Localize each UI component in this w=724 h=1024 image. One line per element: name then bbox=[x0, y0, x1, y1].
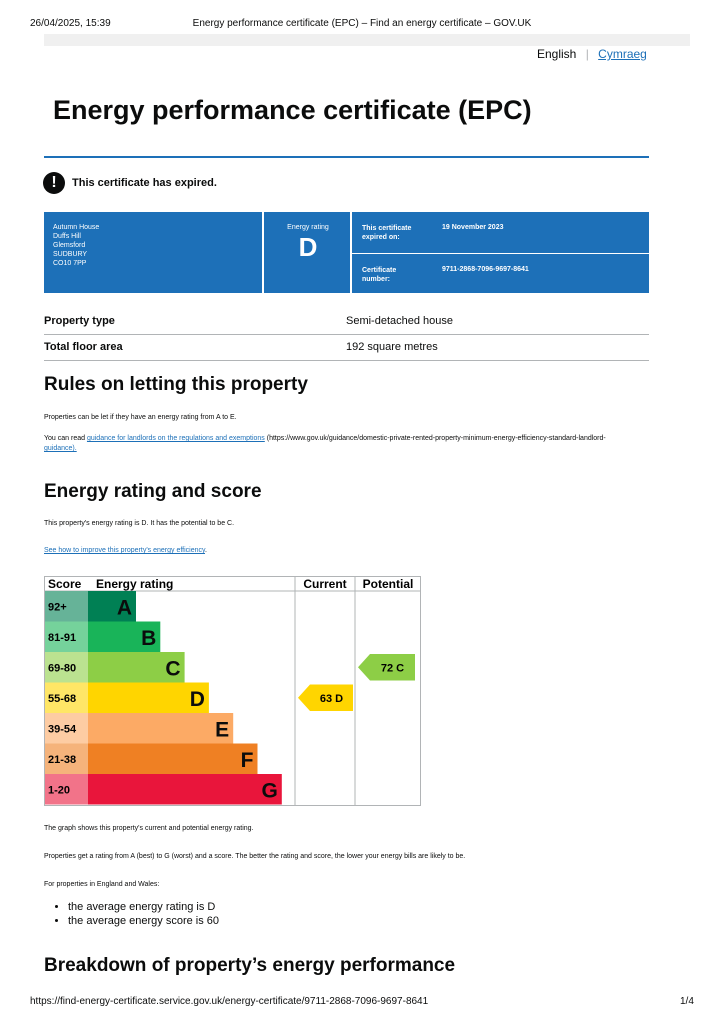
current-rating-label: 63 D bbox=[319, 692, 344, 705]
guidance-link[interactable]: guidance for landlords on the regulations and exemptions bbox=[86, 435, 265, 442]
title-rule bbox=[44, 156, 649, 158]
band-letter: A bbox=[116, 596, 132, 620]
floor-area-row bbox=[44, 334, 649, 361]
property-type-value: Semi-detached house bbox=[346, 315, 454, 327]
england-wales-label: For properties in England and Wales: bbox=[44, 881, 160, 888]
expired-on-label: This certificate expired on: bbox=[362, 225, 412, 241]
header-score: Score bbox=[48, 577, 82, 591]
expired-warning: This certificate has expired. bbox=[72, 177, 217, 189]
energy-rating-label: Energy rating bbox=[287, 224, 329, 231]
rules-guidance bbox=[44, 434, 649, 454]
property-address bbox=[53, 223, 99, 268]
improve-link-line bbox=[44, 546, 649, 556]
band-score-label: 55-68 bbox=[48, 692, 77, 705]
band-letter: F bbox=[240, 748, 254, 772]
address-line: Glemsford bbox=[53, 242, 86, 249]
guidance-url: (https://www.gov.uk/guidance/domestic-private-rented-property-minimum-energy-efficiency-standard-landlord- bbox=[264, 435, 606, 442]
property-type-row bbox=[44, 308, 649, 335]
improve-efficiency-link[interactable]: See how to improve this property's energy efficiency bbox=[44, 547, 205, 554]
band-bar bbox=[88, 774, 282, 805]
band-letter: G bbox=[261, 779, 278, 803]
band-letter: C bbox=[165, 657, 181, 681]
certificate-summary bbox=[44, 212, 649, 293]
property-type-label: Property type bbox=[44, 315, 115, 327]
breakdown-heading: Breakdown of property’s energy performance bbox=[44, 955, 456, 976]
header-current: Current bbox=[303, 577, 347, 591]
link-suffix: . bbox=[205, 547, 207, 554]
band-score-label: 69-80 bbox=[48, 662, 77, 675]
address-line: Autumn House bbox=[53, 224, 100, 231]
print-page-number: 1/4 bbox=[680, 996, 694, 1007]
guidance-url-link[interactable]: guidance). bbox=[44, 445, 77, 452]
band-letter: B bbox=[141, 626, 157, 650]
list-item: • the average energy score is 60 bbox=[68, 914, 219, 928]
floor-area-label: Total floor area bbox=[44, 341, 123, 353]
floor-area-value: 192 square metres bbox=[346, 341, 438, 353]
header-potential: Potential bbox=[362, 577, 414, 591]
band-score-label: 39-54 bbox=[48, 723, 77, 736]
list-item: • the average energy rating is D bbox=[68, 900, 219, 914]
band-bar bbox=[88, 713, 233, 744]
top-bar bbox=[44, 34, 690, 46]
potential-rating-label: 72 C bbox=[380, 662, 405, 675]
certificate-number: 9711-2868-7096-9697-8641 bbox=[442, 266, 529, 273]
address-line: CO10 7PP bbox=[53, 260, 87, 267]
band-letter: E bbox=[215, 718, 230, 742]
rules-paragraph: Properties can be let if they have an energy rating from A to E. bbox=[44, 414, 237, 421]
band-bar bbox=[88, 744, 258, 775]
rating-paragraph: This property's energy rating is D. It has the potential to be C. bbox=[44, 520, 235, 527]
band-score-label: 21-38 bbox=[48, 753, 77, 766]
cert-divider bbox=[352, 253, 649, 254]
energy-rating-heading: Energy rating and score bbox=[44, 481, 262, 502]
language-switcher bbox=[537, 47, 647, 61]
band-score-label: 92+ bbox=[48, 601, 67, 614]
page-title: Energy performance certificate (EPC) bbox=[53, 95, 532, 125]
average-list bbox=[50, 900, 219, 928]
address-line: Duffs Hill bbox=[53, 233, 81, 240]
header-energy-rating: Energy rating bbox=[96, 577, 174, 591]
language-cymraeg-link[interactable]: Cymraeg bbox=[598, 47, 647, 61]
address-line: SUDBURY bbox=[53, 251, 88, 258]
print-url: https://find-energy-certificate.service.gov.uk/energy-certificate/9711-2868-7096-9697-8641 bbox=[30, 996, 429, 1007]
language-english: English bbox=[537, 47, 577, 61]
rules-heading: Rules on letting this property bbox=[44, 374, 308, 395]
print-title: Energy performance certificate (EPC) – Find an energy certificate – GOV.UK bbox=[192, 18, 532, 29]
energy-rating-chart bbox=[44, 576, 421, 806]
certificate-number-label: Certificate number: bbox=[362, 267, 397, 283]
rating-explanation: Properties get a rating from A (best) to G (worst) and a score. The better the rating and score, the lower your energy bills are likely to be. bbox=[44, 853, 466, 860]
band-letter: D bbox=[189, 687, 205, 711]
print-datetime: 26/04/2025, 15:39 bbox=[30, 18, 111, 29]
band-score-label: 1-20 bbox=[48, 784, 71, 797]
warning-icon: ! bbox=[43, 172, 65, 194]
graph-caption: The graph shows this property's current and potential energy rating. bbox=[44, 825, 254, 832]
language-divider: | bbox=[585, 47, 589, 61]
expired-on-date: 19 November 2023 bbox=[442, 224, 504, 231]
energy-rating-value: D bbox=[298, 232, 318, 262]
band-score-label: 81-91 bbox=[48, 631, 77, 644]
guidance-prefix: You can read bbox=[44, 435, 87, 442]
